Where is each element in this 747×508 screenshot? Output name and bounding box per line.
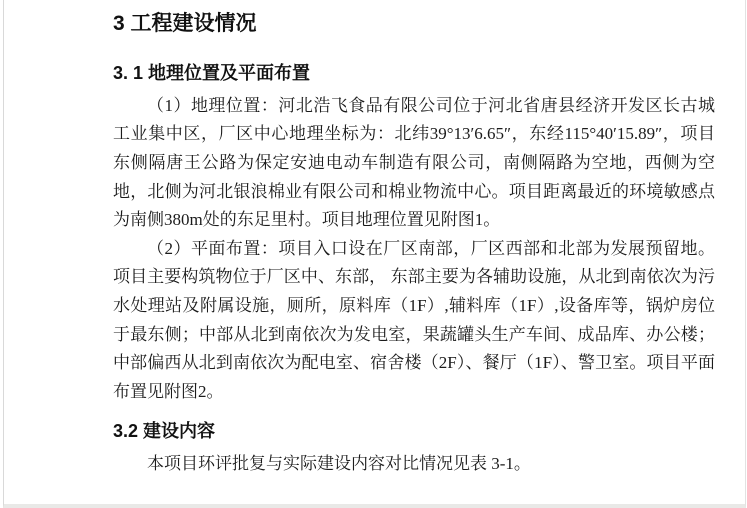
section-heading-geography-layout: 3. 1 地理位置及平面布置 [113,63,311,84]
section-heading-construction-content: 3.2 建设内容 [113,421,216,442]
paragraph-geographic-location: （1）地理位置：河北浩飞食品有限公司位于河北省唐县经济开发区长古城工业集中区，厂区中心地理坐标为：北纬39°13′6.65″，东经115°40′15.89″，项目东侧隔唐王公路为保定安迪电动车制造有限公司，南侧隔路为空地，西侧为空地，北侧为河北银浪棉业有限公司和棉业物流中心。项目距离最近的环境敏感点为南侧380m处的东足里村。项目地理位置见附图1。 [113,95,715,230]
paragraph-plant-layout: （2）平面布置：项目入口设在厂区南部，厂区西部和北部为发展预留地。项目主要构筑物位于厂区中、东部， 东部主要为各辅助设施，从北到南依次为污水处理站及附属设施，厕所，原料库（1F）,辅料库（1F）,设备库等，锅炉房位于最东侧；中部从北到南依次为发电室，果蔬罐头生产车间、成品库、办公楼；中部偏西从北到南依次为配电室、宿舍楼（2F）、餐厅（1F）、警卫室。项目平面布置见附图2。 [113,238,715,401]
paragraph-construction-comparison: 本项目环评批复与实际建设内容对比情况见表 3-1。 [147,454,531,474]
document-page [3,0,746,508]
chapter-heading: 3 工程建设情况 [113,12,257,35]
